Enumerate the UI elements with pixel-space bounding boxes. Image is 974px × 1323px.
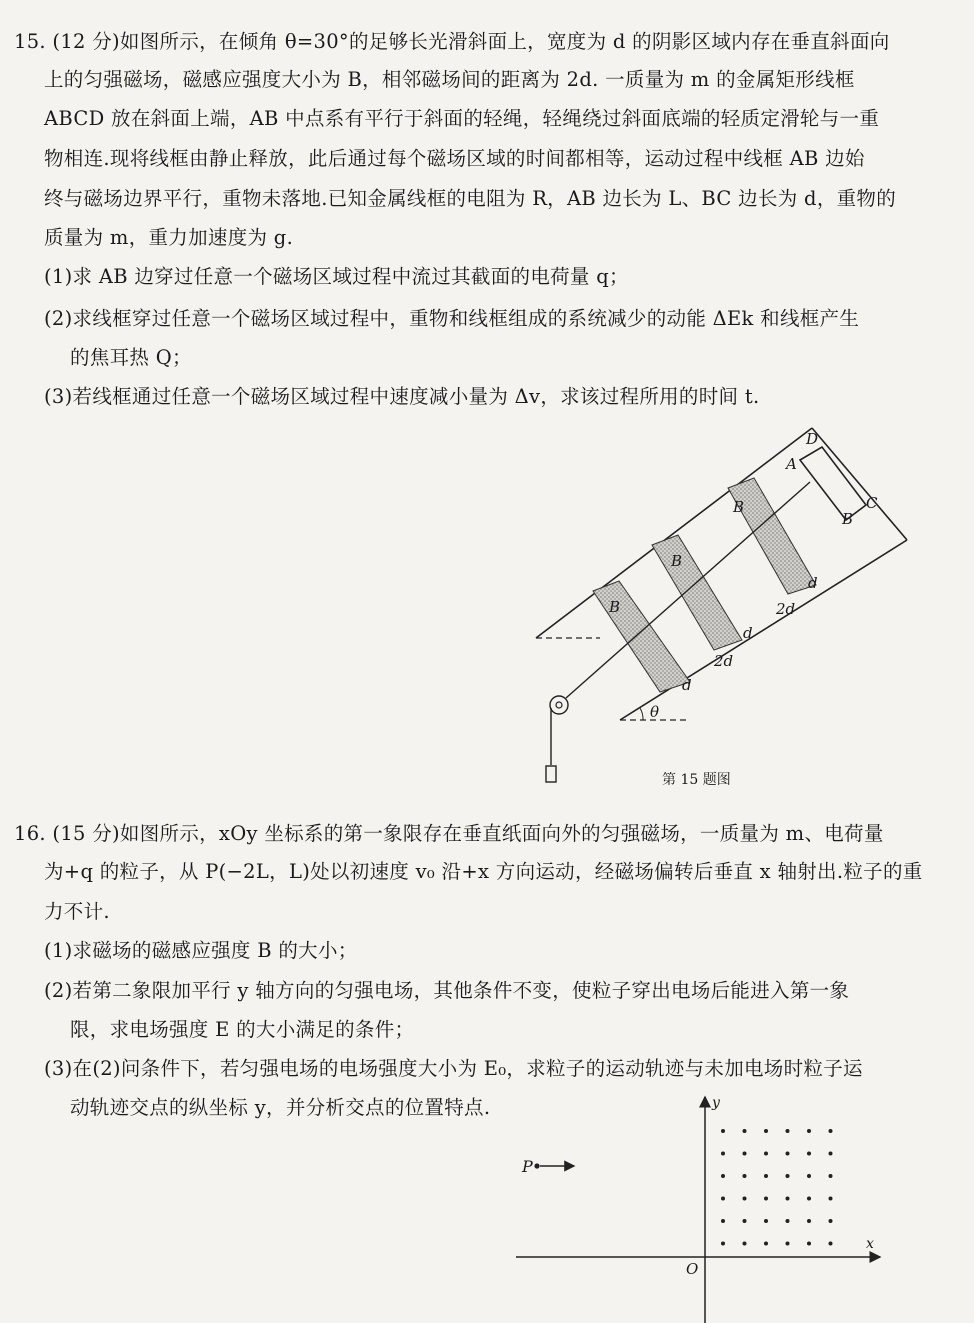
field-dot xyxy=(786,1129,790,1133)
magnetic-field-dots xyxy=(721,1129,833,1246)
q15-line-1: 15. (12 分)如图所示，在倾角 θ=30°的足够长光滑斜面上，宽度为 d 的阴影区域内存在垂直斜面向 xyxy=(14,30,890,53)
field-dot xyxy=(721,1174,725,1178)
q16-sub-2: (2)若第二象限加平行 y 轴方向的匀强电场，其他条件不变，使粒子穿出电场后能进入第一象 xyxy=(44,979,850,1002)
field-dot xyxy=(829,1129,833,1133)
field-dot xyxy=(829,1152,833,1156)
label-field-b-2: B xyxy=(671,552,683,570)
q16-sub-1: (1)求磁场的磁感应强度 B 的大小； xyxy=(44,939,358,962)
q15-figure-caption: 第 15 题图 xyxy=(662,772,731,788)
label-width-d-3: d xyxy=(808,574,818,592)
q15-sub-2: (2)求线框穿过任意一个磁场区域过程中，重物和线框组成的系统减少的动能 ΔEk 和线框产生 xyxy=(44,307,860,330)
label-vertex-a: A xyxy=(786,455,797,473)
field-dot xyxy=(743,1174,747,1178)
label-y-axis: y xyxy=(712,1095,720,1111)
field-dot xyxy=(764,1174,768,1178)
field-dot xyxy=(721,1219,725,1223)
label-p: P xyxy=(522,1157,533,1176)
field-dot xyxy=(764,1219,768,1223)
label-theta: θ xyxy=(650,703,660,721)
q15-line-6: 质量为 m，重力加速度为 g. xyxy=(44,226,294,249)
field-dot xyxy=(807,1174,811,1178)
q15-line-4: 物相连.现将线框由静止释放，此后通过每个磁场区域的时间都相等，运动过程中线框 AB 边始 xyxy=(44,147,865,170)
q16-line-3: 力不计. xyxy=(44,900,110,923)
field-dot xyxy=(743,1219,747,1223)
field-dot xyxy=(829,1219,833,1223)
field-dot xyxy=(807,1242,811,1246)
field-dot xyxy=(786,1242,790,1246)
field-dot xyxy=(807,1129,811,1133)
field-dot xyxy=(807,1197,811,1201)
field-dot xyxy=(743,1242,747,1246)
field-dot xyxy=(743,1129,747,1133)
q15-sub-1: (1)求 AB 边穿过任意一个磁场区域过程中流过其截面的电荷量 q； xyxy=(44,265,629,288)
label-width-d-2: d xyxy=(743,624,753,642)
field-dot xyxy=(743,1152,747,1156)
q16-sub-3-cont: 动轨迹交点的纵坐标 y，并分析交点的位置特点. xyxy=(70,1096,491,1119)
label-width-d-1: d xyxy=(682,676,692,694)
field-dot xyxy=(807,1219,811,1223)
field-dot xyxy=(764,1242,768,1246)
label-gap-2d-1: 2d xyxy=(714,652,734,670)
field-dot xyxy=(764,1129,768,1133)
field-dot xyxy=(829,1197,833,1201)
field-dot xyxy=(721,1242,725,1246)
q15-line-3: ABCD 放在斜面上端，AB 中点系有平行于斜面的轻绳，轻绳绕过斜面底端的轻质定滑轮与一重 xyxy=(44,107,880,130)
field-dot xyxy=(786,1219,790,1223)
q15-line-2: 上的匀强磁场，磁感应强度大小为 B，相邻磁场间的距离为 2d. 一质量为 m 的金属矩形线框 xyxy=(44,68,855,91)
q15-line-5: 终与磁场边界平行，重物未落地.已知金属线框的电阻为 R，AB 边长为 L、BC 边长为 d，重物的 xyxy=(44,187,897,210)
label-origin: O xyxy=(686,1260,699,1278)
q16-line-1: 16. (15 分)如图所示，xOy 坐标系的第一象限存在垂直纸面向外的匀强磁场，一质量为 m、电荷量 xyxy=(14,822,884,845)
q15-sub-3: (3)若线框通过任意一个磁场区域过程中速度减小量为 Δv，求该过程所用的时间 t. xyxy=(44,385,760,408)
q15-sub-2-cont: 的焦耳热 Q； xyxy=(70,346,192,369)
field-dot xyxy=(721,1197,725,1201)
field-dot xyxy=(764,1152,768,1156)
label-gap-2d-2: 2d xyxy=(776,600,796,618)
field-dot xyxy=(743,1197,747,1201)
field-dot xyxy=(764,1197,768,1201)
field-dot xyxy=(786,1197,790,1201)
point-p xyxy=(534,1163,539,1168)
field-dot xyxy=(786,1152,790,1156)
field-dot xyxy=(721,1129,725,1133)
q16-sub-2-cont: 限，求电场强度 E 的大小满足的条件； xyxy=(70,1018,415,1041)
label-vertex-b: B xyxy=(842,510,854,528)
q16-sub-3: (3)在(2)问条件下，若匀强电场的电场强度大小为 E₀，求粒子的运动轨迹与未加电场时粒子运 xyxy=(44,1057,863,1080)
label-vertex-c: C xyxy=(866,494,878,512)
label-field-b-3: B xyxy=(733,498,745,516)
label-vertex-d: D xyxy=(806,430,819,448)
label-x-axis: x xyxy=(866,1236,874,1252)
field-dot xyxy=(829,1174,833,1178)
field-dot xyxy=(807,1152,811,1156)
field-dot xyxy=(721,1152,725,1156)
label-field-b-1: B xyxy=(609,598,621,616)
field-dot xyxy=(829,1242,833,1246)
q16-line-2: 为+q 的粒子，从 P(−2L，L)处以初速度 v₀ 沿+x 方向运动，经磁场偏转后垂直 x 轴射出.粒子的重 xyxy=(44,860,923,883)
field-dot xyxy=(786,1174,790,1178)
